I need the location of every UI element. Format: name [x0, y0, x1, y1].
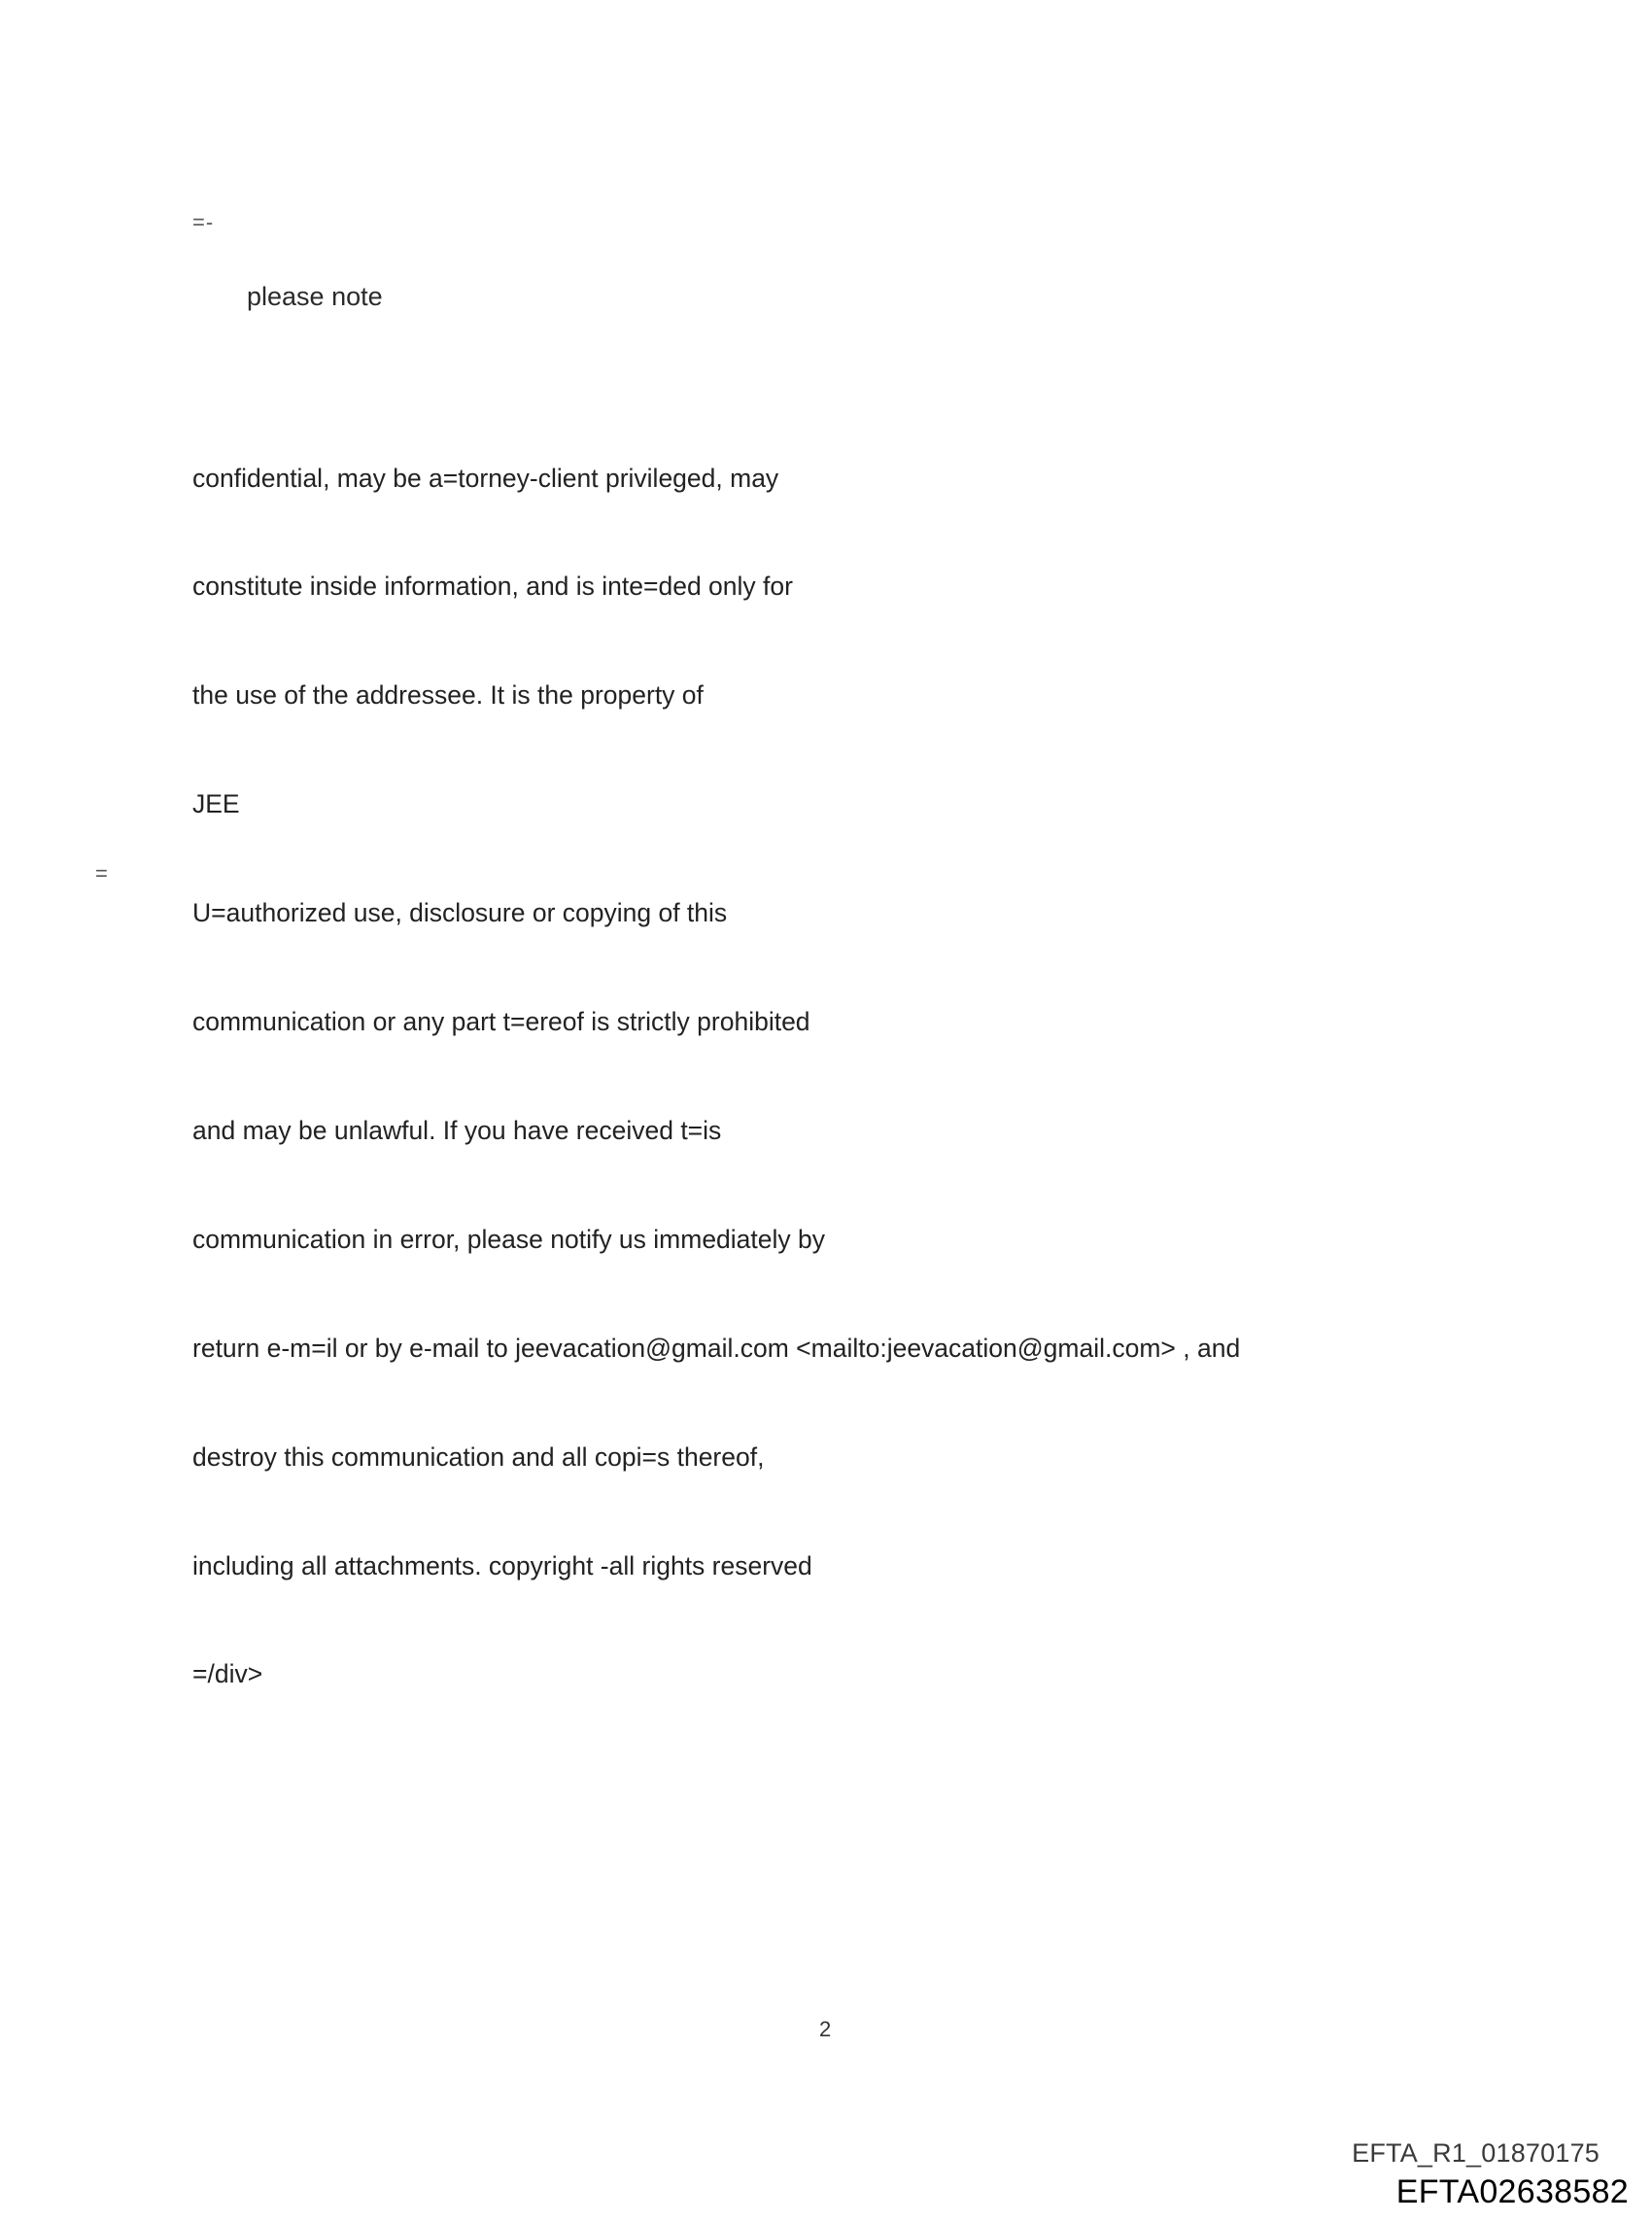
notice-line: and may be unlawful. If you have received t=is	[192, 1115, 722, 1145]
notice-line: communication in error, please notify us immediately by	[192, 1224, 826, 1254]
notice-line: destroy this communication and all copi=s thereof,	[192, 1441, 765, 1472]
encoding-artifact-bottom: =	[95, 861, 108, 885]
notice-line: including all attachments. copyright -all rights reserved	[192, 1550, 812, 1580]
notice-line: communication or any part t=ereof is strictly prohibited	[192, 1007, 810, 1037]
notice-line: JEE	[192, 789, 240, 819]
notice-line: the use of the addressee. It is the property of	[192, 680, 704, 711]
notice-line: confidential, may be a=torney-client privileged, may	[192, 463, 779, 493]
confidentiality-notice	[192, 388, 1240, 1765]
bates-stamp-secondary: EFTA02638582	[1395, 2173, 1629, 2210]
page-number: 2	[819, 2017, 832, 2041]
notice-line: constitute inside information, and is inte=ded only for	[192, 572, 793, 602]
notice-line-closing-tag: =/div>	[192, 1659, 263, 1689]
notice-line: U=authorized use, disclosure or copying of this	[192, 898, 728, 928]
note-heading: please note	[247, 282, 383, 311]
encoding-artifact-top: =-	[192, 210, 215, 234]
notice-line-email: return e-m=il or by e-mail to jeevacation@gmail.com <mailto:jeevacation@gmail.com> , and	[192, 1333, 1241, 1363]
bates-stamp-primary: EFTA_R1_01870175	[1352, 2138, 1600, 2168]
